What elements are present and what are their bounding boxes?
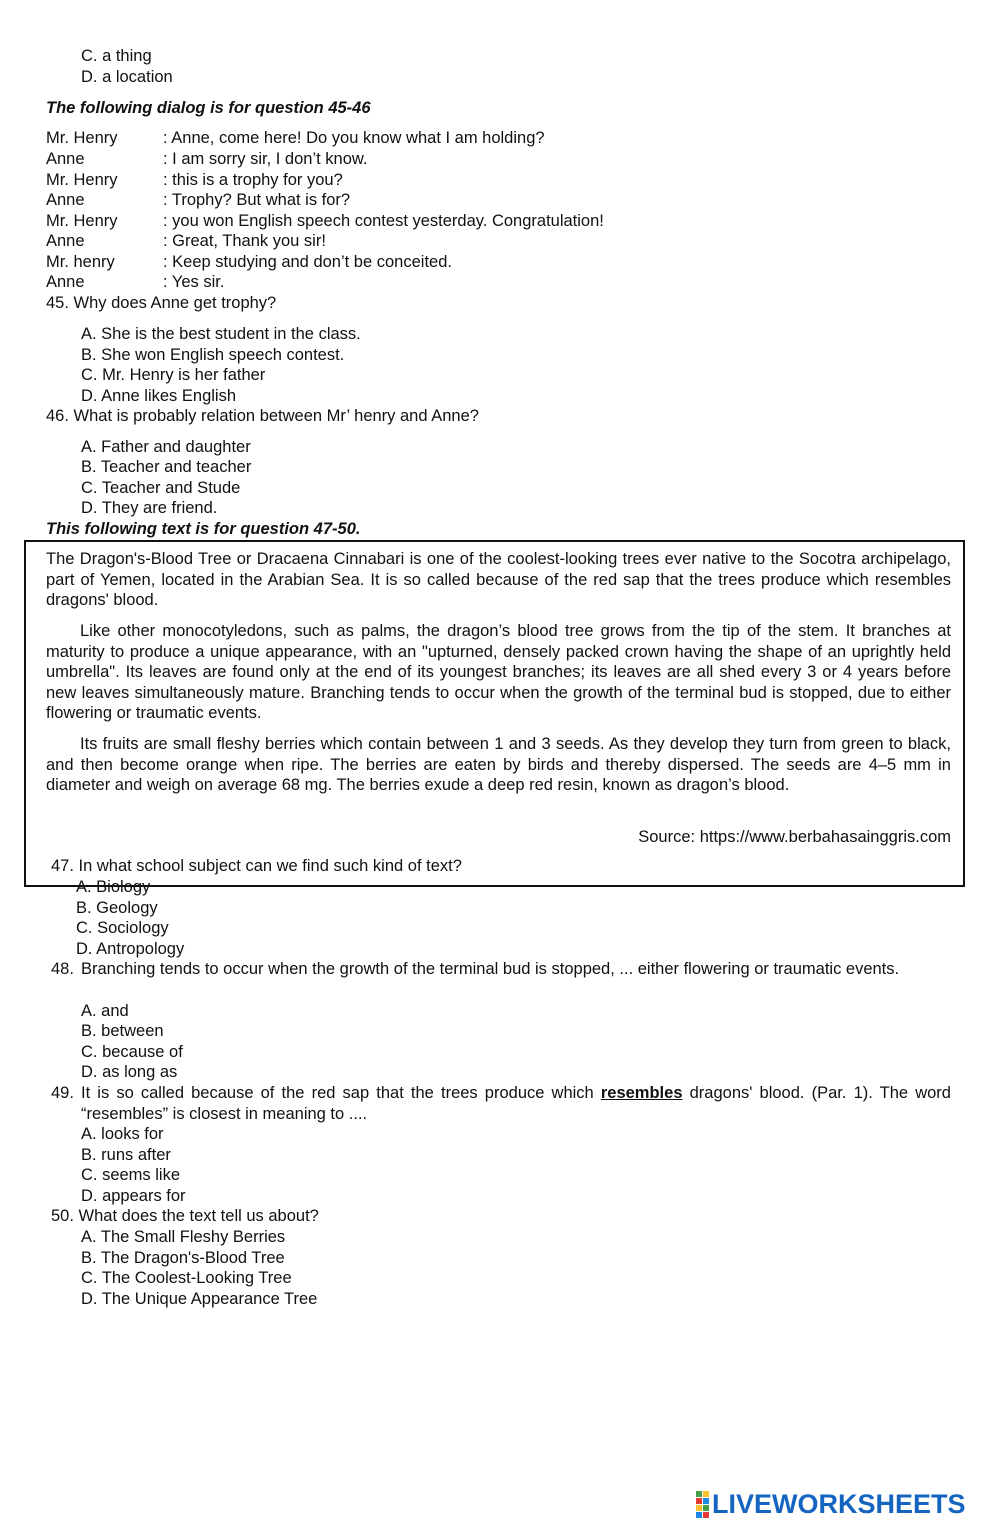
q48-option-d: D. as long as <box>81 1063 178 1081</box>
dialog-heading: The following dialog is for question 45-46 <box>46 99 371 117</box>
q49-option-c: C. seems like <box>81 1166 181 1184</box>
liveworksheets-logo[interactable] <box>696 1486 966 1522</box>
passage-paragraph-2: Like other monocotyledons, such as palms, the dragon’s blood tree grows from the tip of the stem. It branches at maturity to produce a unique appearance, with an "upturned, densely packed crown having the shape of an uprightly held umbrella". Its leaves are found only at the end of its youngest branches; its leaves are all shed every 3 or 4 years before new leaves simultaneously mature. Branching tends to occur when the growth of the terminal bud is stopped, due to either flowering or traumatic events. <box>46 622 951 723</box>
q49-keyword: resembles <box>600 1084 683 1102</box>
dialog-line: : Yes sir. <box>163 273 225 291</box>
q46-option-d: D. They are friend. <box>81 499 218 517</box>
passage-paragraph-1: The Dragon's-Blood Tree or Dracaena Cinnabari is one of the coolest-looking trees ever native to the Socotra archipelago, part of Yemen, located in the Arabian Sea. It is so called because of the red sap that the trees produce which resembles dragons' blood. <box>46 550 951 610</box>
q49-question-post: dragons' blood. (Par. 1). The word “resembles” is closest in meaning to .... <box>81 1084 951 1123</box>
q46-option-c: C. Teacher and Stude <box>81 479 241 497</box>
q45-option-c: C. Mr. Henry is her father <box>81 366 266 384</box>
dialog-speaker: Mr. Henry <box>46 129 118 147</box>
passage-paragraph-3: Its fruits are small fleshy berries which contain between 1 and 3 seeds. As they develop they turn from green to black, and then become orange when ripe. The berries are eaten by birds and thereby dispersed. The seeds are 4–5 mm in diameter and weigh on average 68 mg. The berries exude a deep red resin, known as dragon’s blood. <box>46 735 951 795</box>
logo-tile <box>703 1491 709 1497</box>
q47-question: 47. In what school subject can we find such kind of text? <box>51 857 462 875</box>
q50-option-b: B. The Dragon's-Blood Tree <box>81 1249 285 1267</box>
dialog-speaker: Mr. henry <box>46 253 115 271</box>
logo-tile <box>703 1512 709 1518</box>
dialog-speaker: Anne <box>46 232 85 250</box>
dialog-line: : you won English speech contest yesterday. Congratulation! <box>163 212 604 230</box>
passage-heading: This following text is for question 47-50. <box>46 520 361 538</box>
q47-option-c: C. Sociology <box>76 919 169 937</box>
q44-option-d: D. a location <box>81 68 173 86</box>
q46-option-b: B. Teacher and teacher <box>81 458 252 476</box>
dialog-line: : I am sorry sir, I don’t know. <box>163 150 368 168</box>
q50-question: 50. What does the text tell us about? <box>51 1207 319 1225</box>
logo-tile <box>696 1505 702 1511</box>
q49-number: 49. <box>51 1084 74 1102</box>
q45-option-d: D. Anne likes English <box>81 387 237 405</box>
q45-option-b: B. She won English speech contest. <box>81 346 345 364</box>
q50-option-d: D. The Unique Appearance Tree <box>81 1290 318 1308</box>
logo-tile <box>696 1498 702 1504</box>
dialog-speaker: Anne <box>46 191 85 209</box>
q48-option-a: A. and <box>81 1002 129 1020</box>
dialog-line: : Anne, come here! Do you know what I am holding? <box>163 129 545 147</box>
q49-question-pre: It is so called because of the red sap that the trees produce which <box>81 1084 601 1102</box>
q49-option-a: A. looks for <box>81 1125 164 1143</box>
dialog-line: : Great, Thank you sir! <box>163 232 326 250</box>
q48-option-c: C. because of <box>81 1043 183 1061</box>
dialog-speaker: Anne <box>46 150 85 168</box>
logo-tile <box>703 1505 709 1511</box>
dialog-line: : Trophy? But what is for? <box>163 191 351 209</box>
q48-question: Branching tends to occur when the growth of the terminal bud is stopped, ... either flowering or traumatic events. <box>81 960 900 978</box>
dialog-line: : this is a trophy for you? <box>163 171 343 189</box>
q47-option-b: B. Geology <box>76 899 158 917</box>
dialog-speaker: Mr. Henry <box>46 212 118 230</box>
q47-option-a: A. Biology <box>76 878 151 896</box>
q50-option-c: C. The Coolest-Looking Tree <box>81 1269 292 1287</box>
q49-option-b: B. runs after <box>81 1146 171 1164</box>
passage-source: Source: https://www.berbahasainggris.com <box>638 828 951 846</box>
q45-question: 45. Why does Anne get trophy? <box>46 294 277 312</box>
q47-option-d: D. Antropology <box>76 940 185 958</box>
q45-option-a: A. She is the best student in the class. <box>81 325 361 343</box>
dialog-speaker: Anne <box>46 273 85 291</box>
dialog-speaker: Mr. Henry <box>46 171 118 189</box>
q49-option-d: D. appears for <box>81 1187 186 1205</box>
q44-option-c: C. a thing <box>81 47 152 65</box>
q46-option-a: A. Father and daughter <box>81 438 251 456</box>
q46-question: 46. What is probably relation between Mr’ henry and Anne? <box>46 407 479 425</box>
q49-question <box>81 1083 951 1124</box>
logo-tile <box>696 1491 702 1497</box>
dialog-line: : Keep studying and don’t be conceited. <box>163 253 452 271</box>
q48-number: 48. <box>51 960 74 978</box>
logo-brand-text: LIVEWORKSHEETS <box>712 1489 966 1519</box>
q48-option-b: B. between <box>81 1022 164 1040</box>
q50-option-a: A. The Small Fleshy Berries <box>81 1228 286 1246</box>
logo-tile <box>696 1512 702 1518</box>
logo-mark-icon <box>696 1491 709 1518</box>
logo-tile <box>703 1498 709 1504</box>
